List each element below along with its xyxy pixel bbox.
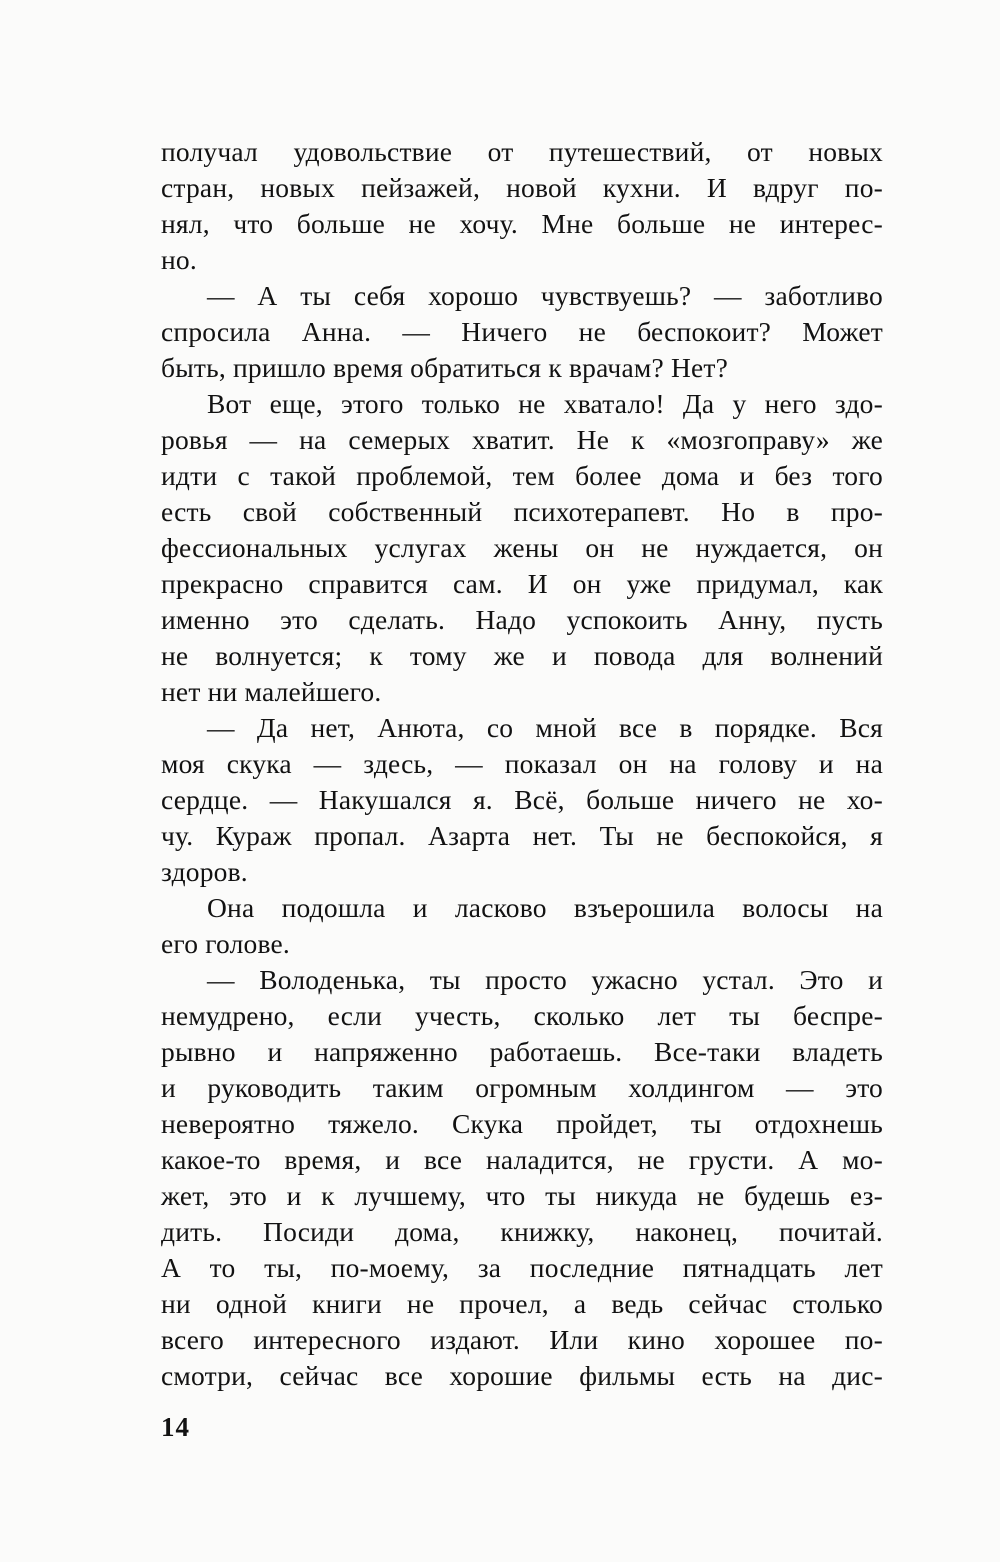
text-line: получал удовольствие от путешествий, от новых	[161, 136, 883, 167]
text-line: спросила Анна. — Ничего не беспокоит? Может	[161, 316, 883, 347]
text-line: — А ты себя хорошо чувствуешь? — заботливо	[207, 280, 883, 311]
text-line: рывно и напряженно работаешь. Все-таки владеть	[161, 1036, 883, 1067]
text-line: смотри, сейчас все хорошие фильмы есть на дис-	[161, 1360, 883, 1391]
paragraph	[161, 386, 883, 710]
text-line: немудрено, если учесть, сколько лет ты беспре-	[161, 1000, 883, 1031]
text-line: моя скука — здесь, — показал он на голову и на	[161, 748, 883, 779]
text-line: А то ты, по-моему, за последние пятнадцать лет	[161, 1252, 883, 1283]
paragraph	[161, 962, 883, 1394]
text-line: быть, пришло время обратиться к врачам? Нет?	[161, 352, 729, 383]
paragraph	[161, 134, 883, 278]
text-line: невероятно тяжело. Скука пройдет, ты отдохнешь	[161, 1108, 883, 1139]
paragraph	[161, 890, 883, 962]
text-line: сердце. — Накушался я. Всё, больше ничего не хо-	[161, 784, 883, 815]
text-line: дить. Посиди дома, книжку, наконец, почитай.	[161, 1216, 883, 1247]
text-line: именно это сделать. Надо успокоить Анну, пусть	[161, 604, 883, 635]
text-line: не волнуется; к тому же и повода для волнений	[161, 640, 883, 671]
text-line: чу. Кураж пропал. Азарта нет. Ты не беспокойся, я	[161, 820, 883, 851]
text-line: нет ни малейшего.	[161, 676, 382, 707]
text-line: идти с такой проблемой, тем более дома и без того	[161, 460, 883, 491]
text-line: прекрасно справится сам. И он уже придумал, как	[161, 568, 883, 599]
text-line: — Володенька, ты просто ужасно устал. Это и	[207, 964, 883, 995]
paragraph	[161, 710, 883, 890]
text-block	[161, 134, 883, 1394]
text-line: всего интересного издают. Или кино хорошее по-	[161, 1324, 883, 1355]
text-line: его голове.	[161, 928, 290, 959]
text-line: фессиональных услугах жены он не нуждается, он	[161, 532, 883, 563]
page-number: 14	[161, 1412, 190, 1442]
text-line: нял, что больше не хочу. Мне больше не интерес-	[161, 208, 883, 239]
text-line: есть свой собственный психотерапевт. Но в про-	[161, 496, 883, 527]
text-line: и руководить таким огромным холдингом — это	[161, 1072, 883, 1103]
text-line: Она подошла и ласково взъерошила волосы на	[207, 892, 883, 923]
text-line: жет, это и к лучшему, что ты никуда не будешь ез-	[161, 1180, 883, 1211]
text-line: стран, новых пейзажей, новой кухни. И вдруг по-	[161, 172, 883, 203]
text-line: какое-то время, и все наладится, не грусти. А мо-	[161, 1144, 883, 1175]
text-line: здоров.	[161, 856, 248, 887]
text-line: ровья — на семерых хватит. Не к «мозгоправу» же	[161, 424, 883, 455]
text-line: ни одной книги не прочел, а ведь сейчас столько	[161, 1288, 883, 1319]
text-line: Вот еще, этого только не хватало! Да у него здо-	[207, 388, 883, 419]
text-line: но.	[161, 244, 197, 275]
paragraph	[161, 278, 883, 386]
text-line: — Да нет, Анюта, со мной все в порядке. Вся	[207, 712, 883, 743]
